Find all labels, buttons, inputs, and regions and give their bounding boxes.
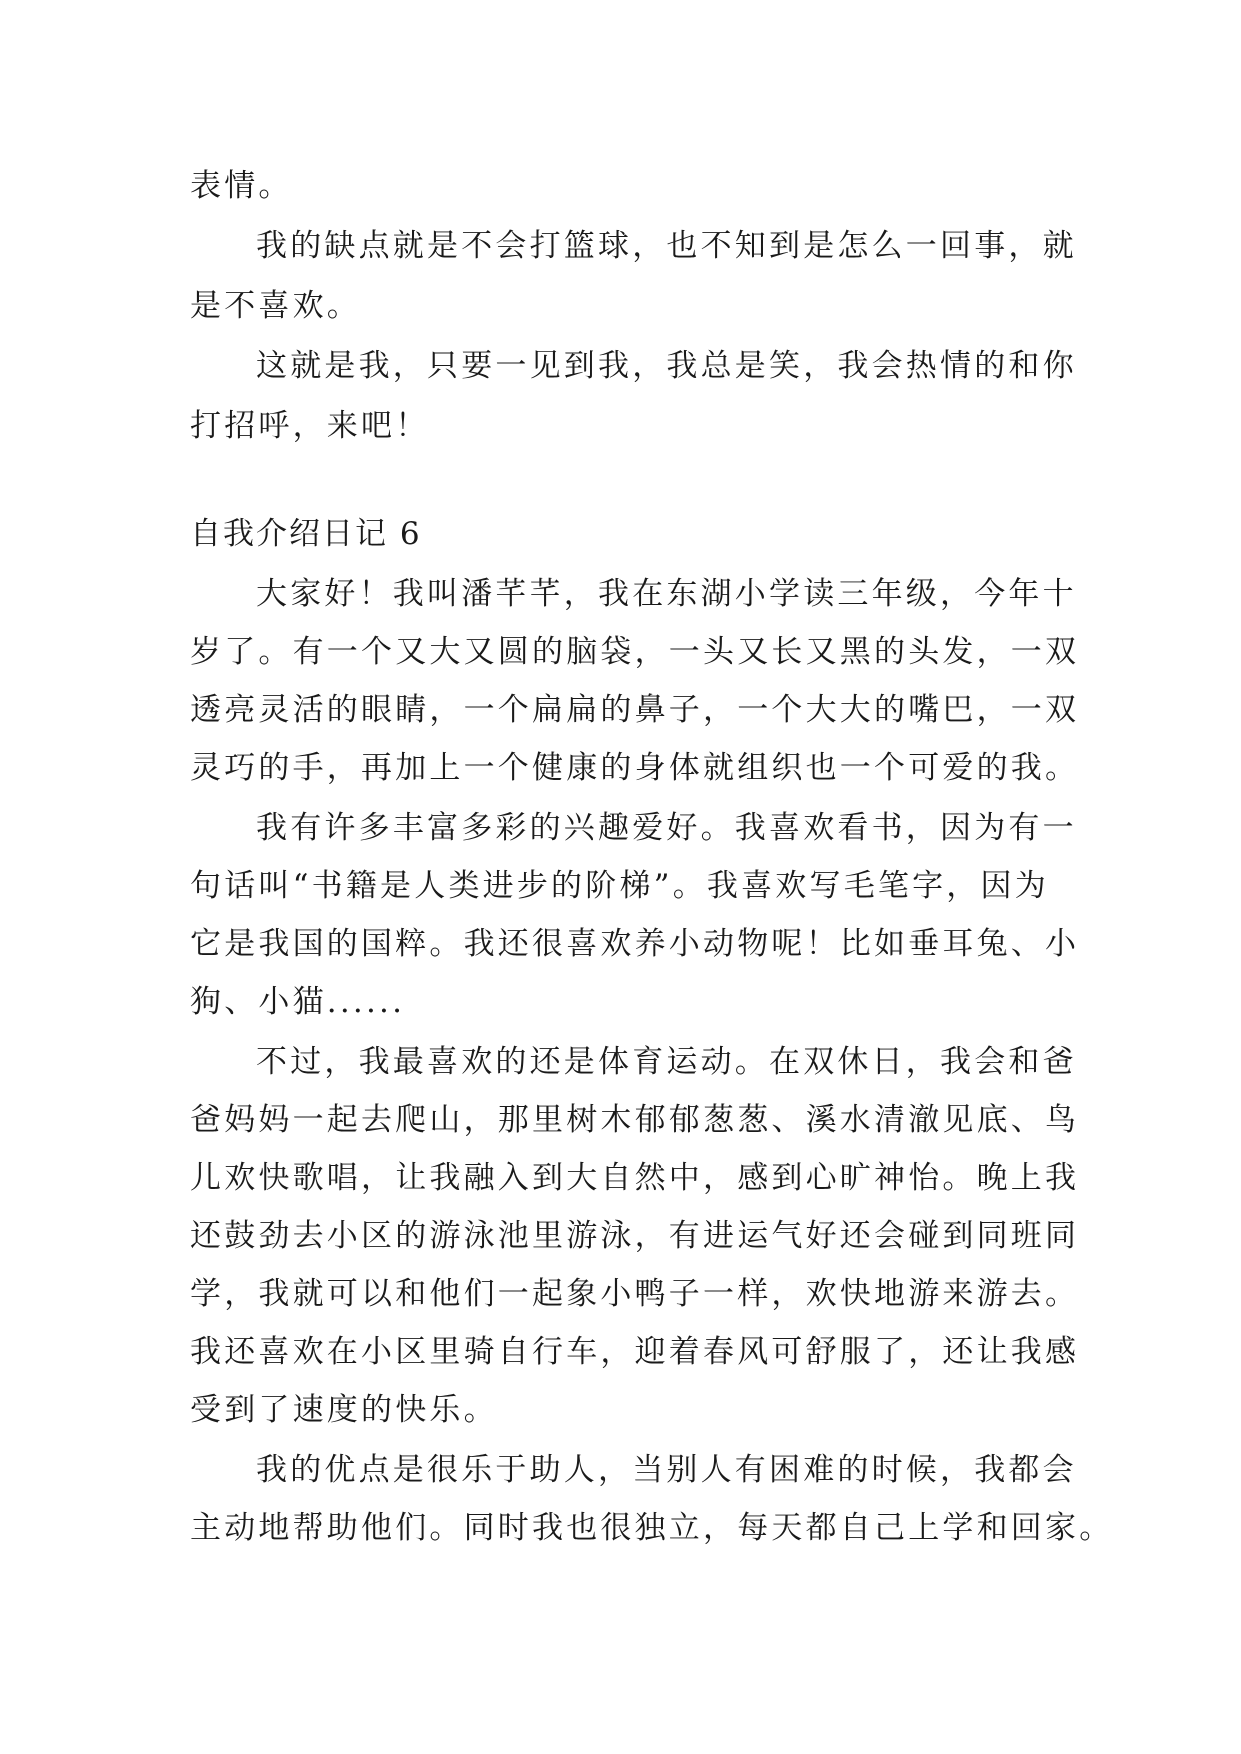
paragraph-start-line: 我有许多丰富多彩的兴趣爱好。我喜欢看书，因为有一 — [256, 810, 1077, 846]
paragraph-start-line: 我的优点是很乐于助人，当别人有困难的时候，我都会 — [256, 1452, 1077, 1488]
text-line: 它是我国的国粹。我还很喜欢养小动物呢！比如垂耳兔、小 — [190, 926, 1080, 962]
paragraph-start-line: 我的缺点就是不会打篮球，也不知到是怎么一回事，就 — [256, 228, 1077, 264]
text-line: 表情。 — [190, 168, 293, 204]
paragraph-start-line: 这就是我，只要一见到我，我总是笑，我会热情的和你 — [256, 348, 1077, 384]
text-line: 学，我就可以和他们一起象小鸭子一样，欢快地游来游去。 — [190, 1276, 1080, 1312]
text-line: 是不喜欢。 — [190, 288, 361, 324]
text-line: 儿欢快歌唱，让我融入到大自然中，感到心旷神怡。晚上我 — [190, 1160, 1080, 1196]
text-line: 句话叫“书籍是人类进步的阶梯”。我喜欢写毛笔字，因为 — [190, 868, 1049, 904]
paragraph-start-line: 大家好！我叫潘芊芊，我在东湖小学读三年级，今年十 — [256, 576, 1077, 612]
text-line: 受到了速度的快乐。 — [190, 1392, 498, 1428]
text-line: 我还喜欢在小区里骑自行车，迎着春风可舒服了，还让我感 — [190, 1334, 1080, 1370]
text-line: 岁了。有一个又大又圆的脑袋，一头又长又黑的头发，一双 — [190, 634, 1080, 670]
text-line: 狗、小猫...... — [190, 984, 406, 1020]
section-heading: 自我介绍日记 6 — [190, 516, 422, 552]
text-line: 灵巧的手，再加上一个健康的身体就组织也一个可爱的我。 — [190, 750, 1080, 786]
text-line: 打招呼，来吧！ — [190, 408, 430, 444]
paragraph-start-line: 不过，我最喜欢的还是体育运动。在双休日，我会和爸 — [256, 1044, 1077, 1080]
text-line: 爸妈妈一起去爬山，那里树木郁郁葱葱、溪水清澈见底、鸟 — [190, 1102, 1080, 1138]
text-line: 主动地帮助他们。同时我也很独立，每天都自己上学和回家。 — [190, 1510, 1114, 1546]
text-line: 还鼓劲去小区的游泳池里游泳，有进运气好还会碰到同班同 — [190, 1218, 1080, 1254]
text-line: 透亮灵活的眼睛，一个扁扁的鼻子，一个大大的嘴巴，一双 — [190, 692, 1080, 728]
